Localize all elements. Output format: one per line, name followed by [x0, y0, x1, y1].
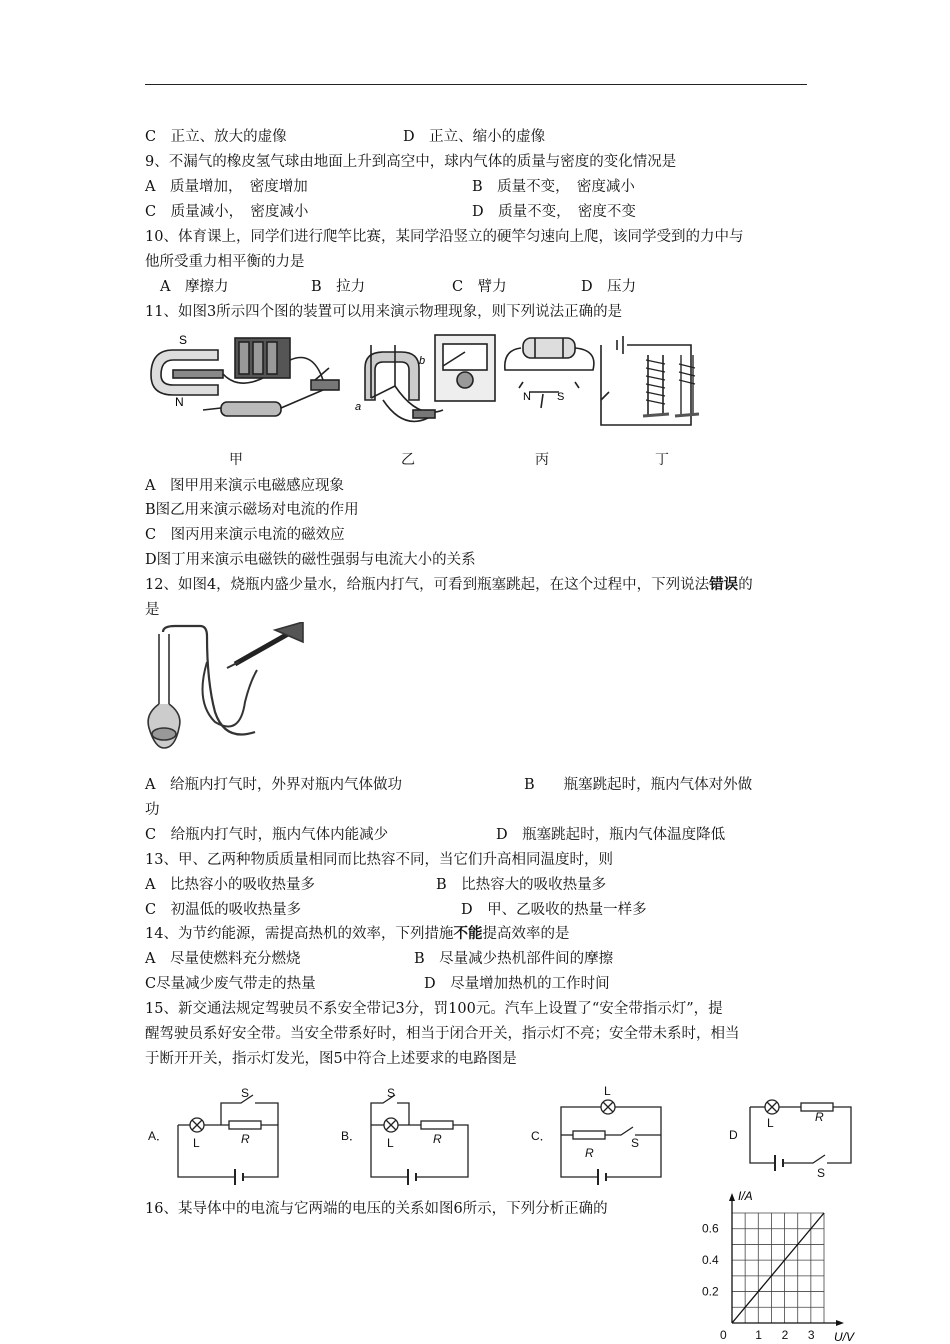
circuit-d — [750, 1100, 851, 1171]
q8-option-c: C 正立、放大的虚像 — [145, 129, 287, 145]
yi-a-label: a — [355, 401, 362, 413]
figure-ding-apparatus — [601, 336, 699, 425]
chart-series-line — [732, 1213, 824, 1323]
circuit-c-label: C． — [531, 1129, 552, 1143]
q12-stem-part-c: 的 — [738, 577, 753, 593]
figure-yi-apparatus — [365, 335, 495, 421]
header-rule — [145, 84, 807, 85]
circuit-c-r: R — [585, 1146, 594, 1160]
circuit-b — [371, 1095, 468, 1185]
bing-s-label: S — [557, 391, 565, 403]
jia-s-label: S — [179, 333, 188, 347]
chart-x-label: U/V — [834, 1330, 855, 1344]
q11-stem: 11、如图3所示四个图的装置可以用来演示物理现象，则下列说法正确的是 — [145, 304, 623, 320]
figure-4-flask-pump — [145, 622, 305, 750]
circuit-b-s: S — [387, 1086, 396, 1100]
q10-option-a: A 摩擦力 — [160, 279, 229, 295]
circuit-c-s: S — [631, 1136, 640, 1150]
circuit-c — [561, 1100, 661, 1185]
q15-stem-1: 15、新交通法规定驾驶员不系安全带记3分，罚100元。汽车上设置了“安全带指示灯”，提 — [145, 1001, 723, 1017]
fig-label-ding: 丁 — [655, 452, 669, 468]
q10-option-b: B 拉力 — [311, 279, 366, 295]
figure-3-devices — [143, 330, 703, 440]
q9-option-d: D 质量不变， 密度不变 — [472, 204, 636, 220]
x-tick-label: 3 — [807, 1328, 815, 1342]
q14-option-a: A 尽量使燃料充分燃烧 — [145, 951, 301, 967]
x-tick-label: 2 — [781, 1328, 789, 1342]
jia-n-label: N — [175, 395, 184, 409]
q14-option-d: D 尽量增加热机的工作时间 — [424, 976, 610, 992]
q14-stem-emphasis: 不能 — [453, 926, 483, 942]
q12-option-b-cont: 功 — [145, 802, 160, 818]
q13-option-d: D 甲、乙吸收的热量一样多 — [461, 902, 647, 918]
circuit-d-l: L — [767, 1116, 774, 1130]
q12-stem-part-a: 12、如图4，烧瓶内盛少量水，给瓶内打气，可看到瓶塞跳起，在这个过程中，下列说法 — [145, 577, 710, 593]
chart-y-label: I/A — [738, 1189, 753, 1203]
q8-option-d: D 正立、缩小的虚像 — [403, 129, 546, 145]
q9-option-b: B 质量不变， 密度减小 — [472, 179, 635, 195]
q14-option-b: B 尽量减少热机部件间的摩擦 — [414, 951, 614, 967]
q13-option-b: B 比热容大的吸收热量多 — [436, 877, 607, 893]
q11-option-a: A 图甲用来演示电磁感应现象 — [145, 478, 344, 494]
q12-option-b: B 瓶塞跳起时，瓶内气体对外做 — [524, 777, 753, 793]
q15-stem-2: 醒驾驶员系好安全带。当安全带系好时，相当于闭合开关，指示灯不亮；安全带未系时，相当 — [145, 1026, 740, 1042]
fig-label-jia: 甲 — [229, 452, 243, 468]
x-tick-label: 0 — [720, 1328, 727, 1342]
q12-option-a: A 给瓶内打气时，外界对瓶内气体做功 — [145, 777, 402, 793]
figure-bing-apparatus — [505, 338, 594, 408]
circuit-a-l: L — [193, 1136, 200, 1150]
q9-option-a: A 质量增加， 密度增加 — [145, 179, 308, 195]
circuit-b-l: L — [387, 1136, 394, 1150]
circuit-d-r: R — [815, 1110, 824, 1124]
circuit-b-r: R — [433, 1132, 442, 1146]
fig-label-yi: 乙 — [401, 452, 415, 468]
chart-x-arrow — [836, 1320, 844, 1326]
q9-option-c: C 质量减小， 密度减小 — [145, 204, 309, 220]
yi-b-label: b — [419, 355, 426, 367]
q10-stem-1: 10、体育课上，同学们进行爬竿比赛，某同学沿竖立的硬竿匀速向上爬，该同学受到的力中与 — [145, 229, 744, 245]
q10-option-d: D 压力 — [581, 279, 637, 295]
figure-6-iu-chart — [696, 1188, 866, 1344]
q12-stem-2: 是 — [145, 602, 160, 618]
chart-y-arrow — [729, 1193, 735, 1201]
q15-stem-3: 于断开开关，指示灯发光，图5中符合上述要求的电路图是 — [145, 1051, 517, 1067]
q13-stem: 13、甲、乙两种物质质量相同而比热容不同，当它们升高相同温度时，则 — [145, 852, 613, 868]
q12-option-d: D 瓶塞跳起时，瓶内气体温度降低 — [496, 827, 726, 843]
q12-stem-emphasis: 错误 — [709, 577, 739, 593]
q11-option-b: B图乙用来演示磁场对电流的作用 — [145, 502, 359, 518]
circuit-a-s: S — [241, 1086, 250, 1100]
circuit-d-s: S — [817, 1166, 826, 1180]
q12-option-c: C 给瓶内打气时，瓶内气体内能减少 — [145, 827, 389, 843]
circuit-a-label: A． — [148, 1129, 169, 1143]
q10-option-c: C 臂力 — [452, 279, 507, 295]
q11-option-c: C 图丙用来演示电流的磁效应 — [145, 527, 345, 543]
bing-n-label: N — [523, 391, 531, 403]
q14-stem-part-a: 14、为节约能源，需提高热机的效率，下列措施 — [145, 926, 454, 942]
q16-stem: 16、某导体中的电流与它两端的电压的关系如图6所示，下列分析正确的 — [145, 1201, 608, 1217]
q13-option-c: C 初温低的吸收热量多 — [145, 902, 302, 918]
x-tick-label: 1 — [755, 1328, 762, 1342]
q9-stem: 9、不漏气的橡皮氢气球由地面上升到高空中，球内气体的质量与密度的变化情况是 — [145, 154, 677, 170]
y-tick-label: 0.6 — [702, 1221, 719, 1236]
circuit-b-label: B． — [341, 1129, 362, 1143]
figure-5-circuits — [143, 1085, 863, 1185]
circuit-c-l: L — [604, 1085, 611, 1098]
y-tick-label: 0.2 — [702, 1284, 719, 1299]
q11-option-d: D图丁用来演示电磁铁的磁性强弱与电流大小的关系 — [145, 552, 476, 568]
circuit-a-r: R — [241, 1132, 250, 1146]
circuit-d-label: D — [729, 1128, 738, 1142]
q12-stem-1 — [145, 576, 753, 594]
q10-stem-2: 他所受重力相平衡的力是 — [145, 254, 305, 270]
q14-option-c: C尽量减少废气带走的热量 — [145, 976, 316, 992]
q14-stem-part-c: 提高效率的是 — [482, 926, 570, 942]
q14-stem — [145, 925, 569, 943]
fig-label-bing: 丙 — [535, 452, 549, 468]
y-tick-label: 0.4 — [702, 1253, 719, 1268]
q13-option-a: A 比热容小的吸收热量多 — [145, 877, 315, 893]
